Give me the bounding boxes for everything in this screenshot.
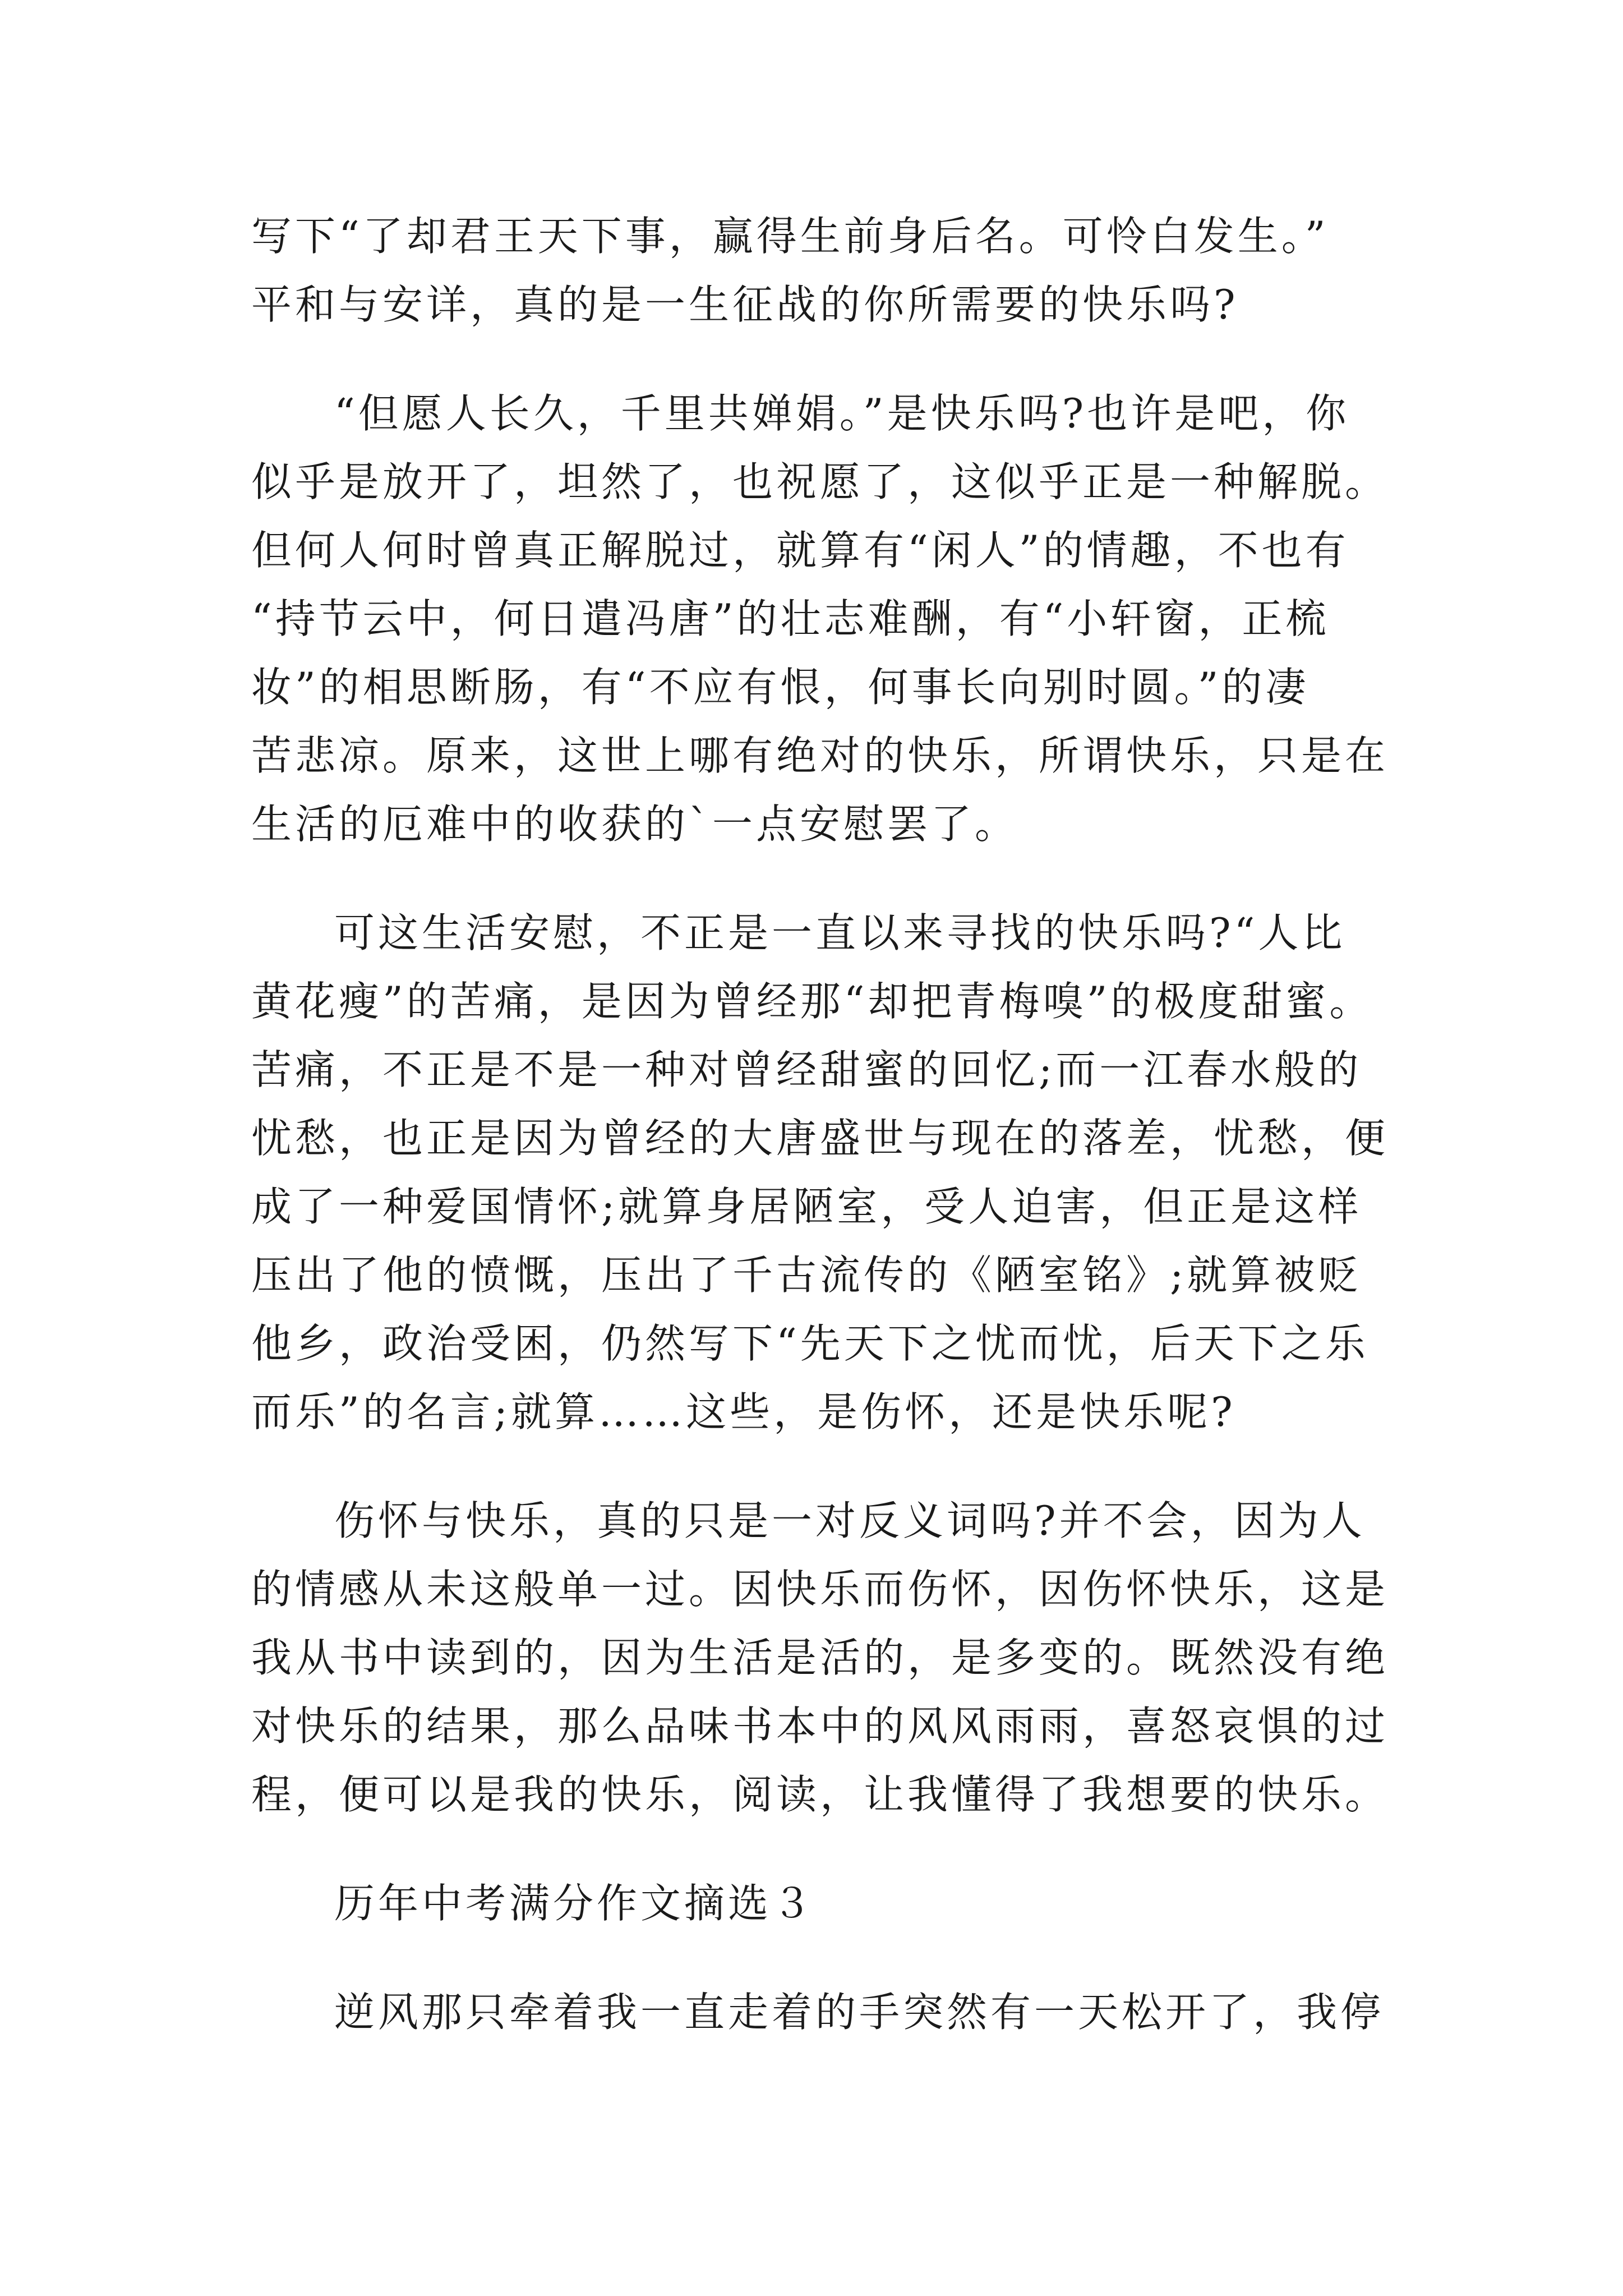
text-line: “但愿人长久，千里共婵娟。”是快乐吗?也许是吧，你 — [334, 390, 1350, 437]
text-line: 苦悲凉。原来，这世上哪有绝对的快乐，所谓快乐，只是在 — [251, 732, 1389, 779]
text-line: 程，便可以是我的快乐，阅读，让我懂得了我想要的快乐。 — [251, 1771, 1389, 1818]
text-line: 平和与安详，真的是一生征战的你所需要的快乐吗? — [251, 281, 1239, 328]
text-line: 伤怀与快乐，真的只是一对反义词吗?并不会，因为人 — [334, 1497, 1366, 1544]
text-line: 逆风那只牵着我一直走着的手突然有一天松开了，我停 — [334, 1989, 1385, 2036]
text-line: 可这生活安慰，不正是一直以来寻找的快乐吗?“人比 — [334, 909, 1346, 956]
text-line: 黄花瘦”的苦痛，是因为曾经那“却把青梅嗅”的极度甜蜜。 — [251, 978, 1373, 1025]
text-line: 成了一种爱国情怀;就算身居陋室，受人迫害，但正是这样 — [251, 1183, 1362, 1230]
text-line: 我从书中读到的，因为生活是活的，是多变的。既然没有绝 — [251, 1634, 1389, 1681]
text-line: 而乐”的名言;就算……这些，是伤怀，还是快乐呢? — [251, 1388, 1236, 1435]
text-line: 的情感从未这般单一过。因快乐而伤怀，因伤怀快乐，这是 — [251, 1566, 1389, 1613]
text-line: 历年中考满分作文摘选３ — [334, 1880, 816, 1927]
text-line: 苦痛，不正是不是一种对曾经甜蜜的回忆;而一江春水般的 — [251, 1046, 1362, 1093]
essay-text — [251, 202, 1395, 2046]
text-line: 忧愁，也正是因为曾经的大唐盛世与现在的落差，忧愁，便 — [251, 1115, 1389, 1162]
text-line: 压出了他的愤慨，压出了千古流传的《陋室铭》;就算被贬 — [251, 1251, 1362, 1299]
text-line: 写下“了却君王天下事，赢得生前身后名。可怜白发生。” — [251, 213, 1329, 260]
text-line: 对快乐的结果，那么品味书本中的风风雨雨，喜怒哀惧的过 — [251, 1703, 1389, 1750]
text-line: 但何人何时曾真正解脱过，就算有“闲人”的情趣，不也有 — [251, 527, 1349, 574]
text-line: 生活的厄难中的收获的`一点安慰罢了。 — [251, 800, 1019, 848]
text-line: 妆”的相思断肠，有“不应有恨，何事长向别时圆。”的凄 — [251, 664, 1310, 711]
text-line: 似乎是放开了，坦然了，也祝愿了，这似乎正是一种解脱。 — [251, 458, 1389, 505]
text-line: 他乡，政治受困，仍然写下“先天下之忧而忧，后天下之乐 — [251, 1320, 1369, 1367]
text-line: “持节云中，何日遣冯唐”的壮志难酬，有“小轩窗，正梳 — [251, 595, 1330, 642]
